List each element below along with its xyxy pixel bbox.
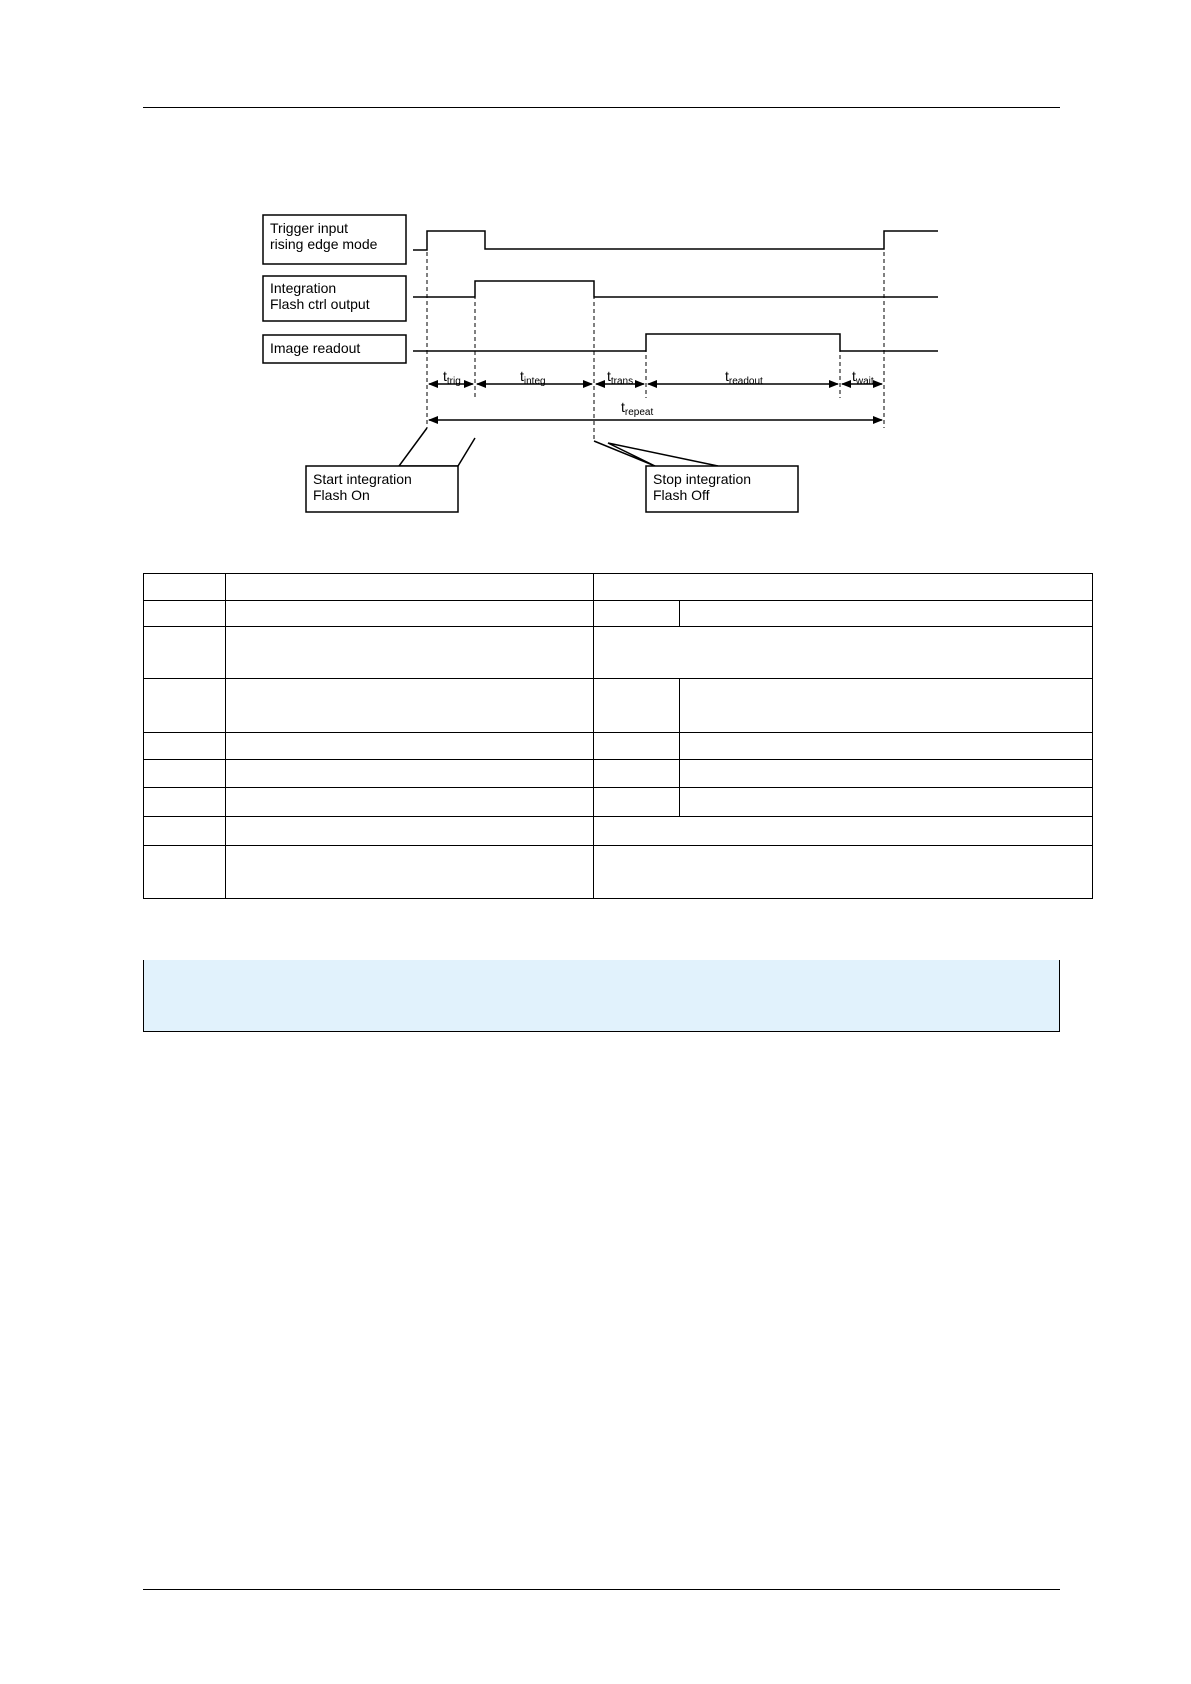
table-row [144,846,1093,899]
table-cell [225,788,593,817]
table-row [144,817,1093,846]
table-cell [680,760,1093,788]
table-cell [680,733,1093,760]
table-cell [593,627,1092,679]
trigger-waveform [413,231,938,250]
footer-rule [143,1589,1060,1590]
table-cell [593,760,680,788]
t-trig-label: $t_{trig}$ [443,368,461,387]
table-cell [680,679,1093,733]
table-cell [225,846,593,899]
table-cell [593,601,680,627]
table-cell [680,788,1093,817]
table-cell [225,760,593,788]
table-cell [225,817,593,846]
table-cell [144,733,226,760]
table-cell [680,601,1093,627]
table-cell [144,574,226,601]
table-cell [225,601,593,627]
table-cell [225,574,593,601]
callout-line: Flash On [313,487,370,503]
timing-diagram [0,0,1191,540]
table-cell [225,679,593,733]
t-integ-label: $t_{integ}$ [520,368,546,387]
table-cell [144,817,226,846]
signal-label-trigger [263,215,406,264]
table-row [144,627,1093,679]
table-row [144,679,1093,733]
table-cell [593,817,1092,846]
signal-label-integration [263,276,406,321]
callout-start-integration [306,428,475,512]
table-row [144,760,1093,788]
note-box [143,960,1060,1032]
table-cell [593,788,680,817]
readout-waveform [413,334,938,351]
table-row [144,788,1093,817]
table-cell [144,788,226,817]
table-cell [144,601,226,627]
timing-guides [427,231,884,441]
signal-label-line: Flash ctrl output [270,296,370,312]
table-cell [144,760,226,788]
table-cell [144,627,226,679]
callout-line: Stop integration [653,471,752,487]
t-readout-label: $t_{readout}$ [725,368,763,387]
interval-arrows [429,384,882,420]
callout-stop-integration [594,441,798,512]
signal-label-line: rising edge mode [270,236,378,252]
spec-table [143,573,1093,899]
table-row [144,574,1093,601]
callout-line: Start integration [313,471,412,487]
table-cell [593,846,1092,899]
table-cell [225,733,593,760]
table-cell [593,679,680,733]
table-cell [144,846,226,899]
signal-label-line: Trigger input [270,220,349,236]
signal-label-image-readout [263,335,406,363]
t-trans-label: $t_{trans}$ [607,368,634,387]
table-cell [593,733,680,760]
table-cell [144,679,226,733]
signal-label-line: Image readout [270,340,361,356]
signal-label-line: Integration [270,280,337,296]
table-row [144,601,1093,627]
table-cell [225,627,593,679]
integration-waveform [413,281,938,297]
t-wait-label: $t_{wait}$ [852,368,874,387]
callout-line: Flash Off [653,487,710,503]
table-row [144,733,1093,760]
table-cell [593,574,1092,601]
t-repeat-label: $t_{repeat}$ [621,399,654,418]
